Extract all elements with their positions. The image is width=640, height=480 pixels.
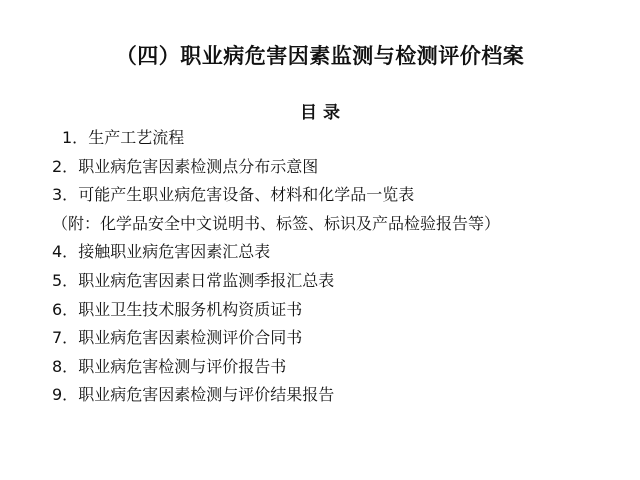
page-title: （四）职业病危害因素监测与检测评价档案 (115, 44, 525, 68)
toc-heading: 目 录 (300, 103, 340, 123)
list-item-number: 2． (52, 156, 79, 176)
list-item (52, 181, 612, 210)
list-item-text: 可能产生职业病危害设备、材料和化学品一览表 (78, 185, 415, 205)
list-item-text: 接触职业病危害因素汇总表 (78, 242, 271, 262)
list-item-text: 职业病危害因素日常监测季报汇总表 (78, 270, 335, 290)
list-item-number: 3． (52, 185, 79, 205)
list-item-text: 职业卫生技术服务机构资质证书 (78, 299, 303, 319)
list-item-text: 职业病危害因素检测评价合同书 (78, 328, 303, 348)
list-item-number: 4． (52, 242, 79, 262)
list-item (52, 324, 612, 353)
table-of-contents (52, 124, 612, 410)
list-item-number: 1． (62, 128, 89, 147)
list-item-number: 8． (52, 356, 79, 376)
list-item-text: 职业病危害因素检测与评价结果报告 (78, 385, 335, 405)
list-item-number: 7． (52, 328, 79, 348)
list-item (52, 124, 612, 153)
list-item (52, 353, 612, 382)
list-item-text: 职业病危害检测与评价报告书 (78, 356, 287, 376)
list-item-note (52, 210, 612, 239)
list-item (52, 238, 612, 267)
list-item (52, 381, 612, 410)
list-item-text: （附：化学品安全中文说明书、标签、标识及产品检验报告等） (52, 213, 501, 233)
list-item (52, 267, 612, 296)
list-item (52, 153, 612, 182)
list-item-number: 6． (52, 299, 79, 319)
list-item-text: 职业病危害因素检测点分布示意图 (78, 156, 319, 176)
list-item-number: 9． (52, 385, 79, 405)
list-item-text: 生产工艺流程 (88, 128, 185, 147)
list-item (52, 296, 612, 325)
list-item-number: 5． (52, 270, 79, 290)
